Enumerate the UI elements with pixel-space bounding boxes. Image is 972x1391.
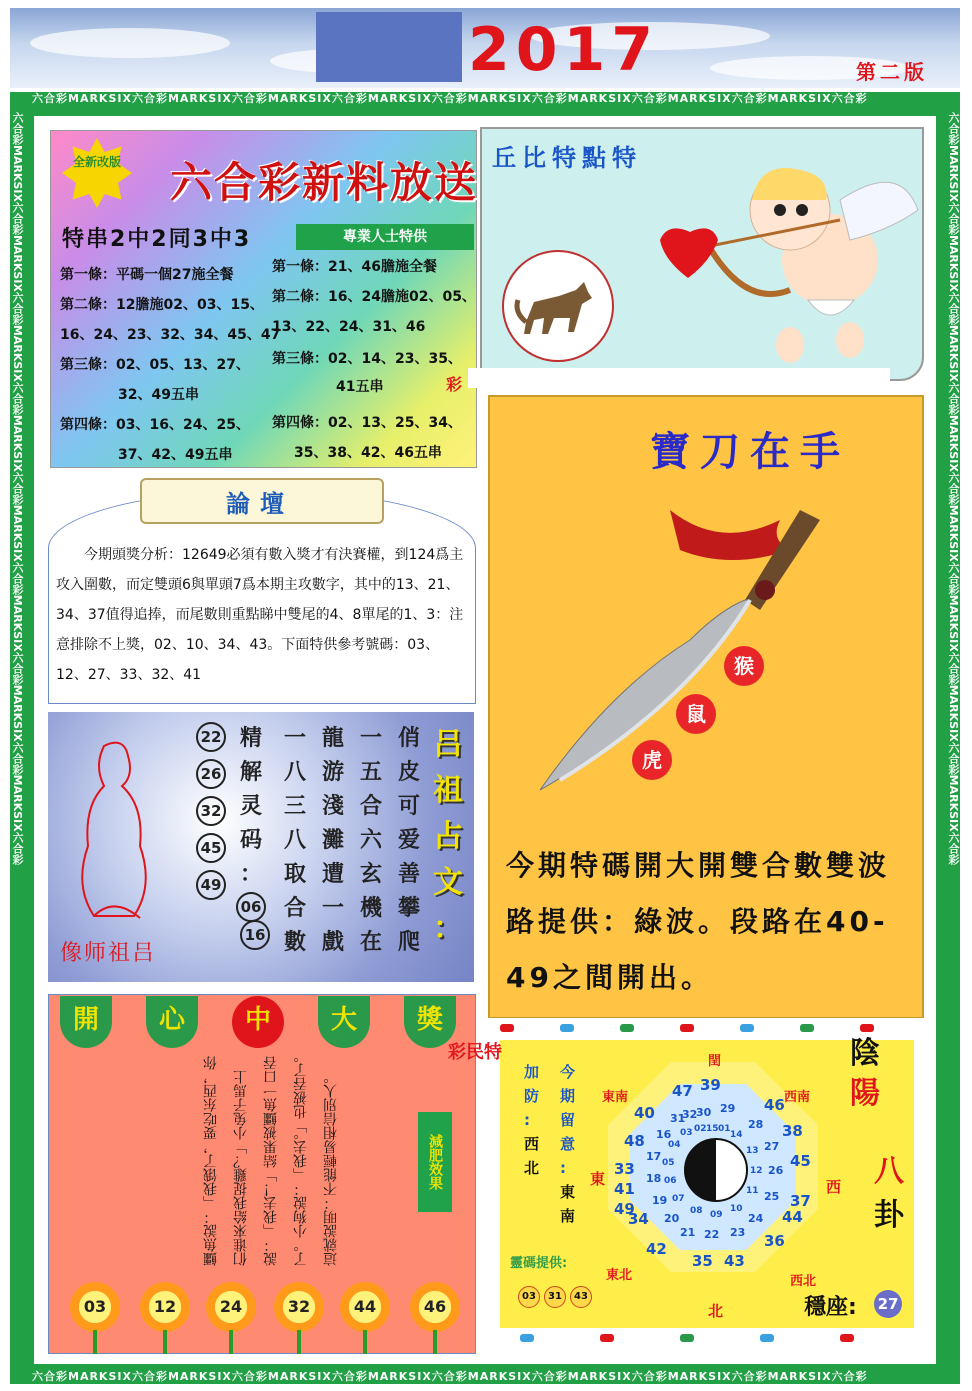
- verse-char: ：: [239, 862, 262, 887]
- dir-tr: 西南: [784, 1090, 811, 1105]
- panel1-subtitle: 特串2中2同3中3: [62, 227, 252, 252]
- verse-char: 機: [359, 896, 382, 921]
- right-row: 35、38、42、46五串: [294, 445, 442, 461]
- core-number: 04: [668, 1140, 681, 1150]
- key-decoration: [560, 1024, 574, 1032]
- left-row: 32、49五串: [118, 387, 199, 403]
- lv-zu-side-title: [428, 722, 468, 952]
- ring-number: 40: [634, 1104, 655, 1122]
- ring-number: 43: [724, 1252, 745, 1270]
- cupid-whiteout: [468, 368, 890, 388]
- left-row: 第二條：12膽施02、03、15、: [60, 297, 264, 313]
- number-ball: 16: [240, 920, 270, 950]
- master-figure-icon: [64, 736, 164, 926]
- verse-char: 爱: [397, 828, 420, 853]
- ring-number: 16: [656, 1128, 672, 1141]
- flower-number: 24: [219, 1297, 243, 1316]
- core-number: 05: [662, 1158, 675, 1168]
- ring-number: 36: [764, 1232, 785, 1250]
- key-decoration: [620, 1024, 634, 1032]
- dir-br: 西北: [790, 1274, 817, 1289]
- number-flower: [140, 1282, 190, 1332]
- border-text-right: 六合彩MARKSIX六合彩MARKSIX六合彩MARKSIX六合彩MARKSIX六合彩MARKSIX六合彩MARKSIX六合彩MARKSIX六合彩MARKSIX六合彩: [947, 112, 960, 865]
- forum-title: 論壇: [226, 490, 294, 518]
- ring-number: 48: [624, 1132, 645, 1150]
- verse-char: 解: [239, 760, 262, 785]
- ring-number: 25: [764, 1190, 780, 1203]
- story-text: 鱷魚說：「我饿了，要吃东西，你们谁來給我捉雞？」小兔子馬上說：「我去！」結果被鱷魚一口吞了。小狗說：「我去。」也被吞了。這就說明：不能輕易相信別人。: [203, 1049, 339, 1266]
- flower-number: 03: [83, 1297, 107, 1316]
- number-ball: 49: [196, 870, 226, 900]
- bagua-title: [848, 1034, 882, 1114]
- number-ball: 06: [236, 892, 266, 922]
- flower-number: 12: [153, 1297, 177, 1316]
- key-decoration: [500, 1024, 514, 1032]
- number-ball: 32: [196, 796, 226, 826]
- ring-number: 33: [614, 1160, 635, 1178]
- right-row: 第一條：21、46膽施全餐: [272, 259, 437, 275]
- verse-char: 在: [359, 930, 382, 955]
- number-flower: [340, 1282, 390, 1332]
- panel1-title: 六合彩新料放送: [170, 158, 479, 207]
- ring-number: 23: [730, 1226, 746, 1239]
- verse-char: 皮: [397, 760, 420, 785]
- verse-char: 五: [359, 760, 382, 785]
- ring-number: 19: [652, 1194, 668, 1207]
- year-title: 2017: [468, 15, 659, 85]
- flower-stem: [297, 1330, 301, 1354]
- yin-yang-icon: [684, 1138, 748, 1202]
- ring-number: 37: [790, 1192, 811, 1210]
- verse-char: 爬: [397, 930, 420, 955]
- key-decoration: [600, 1334, 614, 1342]
- verse-column: [280, 722, 310, 960]
- lingma-ball: 31: [544, 1286, 566, 1308]
- key-decoration: [760, 1334, 774, 1342]
- ring-number: 34: [628, 1210, 649, 1228]
- ring-number: 27: [764, 1140, 780, 1153]
- left-row: 第三條：02、05、13、27、: [60, 357, 250, 373]
- ring-number: 45: [790, 1152, 811, 1170]
- label-char: 今: [560, 1063, 576, 1081]
- verse-char: 合: [359, 794, 382, 819]
- ring-number: 30: [696, 1106, 712, 1119]
- flower-stem: [93, 1330, 97, 1354]
- dir-left: 東: [590, 1170, 606, 1188]
- left-row: 16、24、23、32、34、45、47: [60, 327, 281, 343]
- label-char: 北: [524, 1159, 540, 1177]
- ring-number: 35: [692, 1252, 713, 1270]
- title-char: 陽: [850, 1076, 880, 1111]
- verse-char: 一: [321, 896, 344, 921]
- banner-flag: 中: [232, 996, 284, 1048]
- right-row: 第三條：02、14、23、35、: [272, 351, 462, 367]
- ring-number: 20: [664, 1212, 680, 1225]
- dir-tl: 東南: [602, 1090, 629, 1105]
- ring-number: 42: [646, 1240, 667, 1258]
- verse-char: 戲: [321, 930, 344, 955]
- flower-stem: [433, 1330, 437, 1354]
- flower-stem: [363, 1330, 367, 1354]
- verse-char: 三: [283, 794, 306, 819]
- ring-number: 41: [614, 1180, 635, 1198]
- core-number: 03: [680, 1128, 693, 1138]
- border-text-bottom: 六合彩MARKSIX六合彩MARKSIX六合彩MARKSIX六合彩MARKSIX六合彩MARKSIX六合彩MARKSIX六合彩MARKSIX六合彩MARKSIX六合彩: [32, 1370, 868, 1383]
- label-char: 東: [560, 1183, 576, 1201]
- flower-stem: [163, 1330, 167, 1354]
- label-char: 西: [524, 1135, 540, 1153]
- core-number: 11: [746, 1186, 759, 1196]
- verse-char: 一: [359, 726, 382, 751]
- number-flower: [206, 1282, 256, 1332]
- verse-char: 取: [283, 862, 306, 887]
- ring-number: 29: [720, 1102, 736, 1115]
- ball-extra: [240, 920, 270, 957]
- verse-char: 遭: [321, 862, 344, 887]
- number-flower: [274, 1282, 324, 1332]
- label-char: 意: [560, 1135, 576, 1153]
- banner-flag: 大: [318, 996, 370, 1048]
- core-number: 02: [694, 1124, 707, 1134]
- verse-column: [356, 722, 386, 960]
- side-char: 吕: [433, 727, 463, 762]
- label-char: 加: [524, 1063, 540, 1081]
- border-text-left: 六合彩MARKSIX六合彩MARKSIX六合彩MARKSIX六合彩MARKSIX六合彩MARKSIX六合彩MARKSIX六合彩MARKSIX六合彩MARKSIX六合彩: [11, 112, 24, 865]
- verse-char: 八: [283, 828, 306, 853]
- verse-char: 龍: [321, 726, 344, 751]
- flower-stem: [229, 1330, 233, 1354]
- banner-flag: 心: [146, 996, 198, 1048]
- ring-number: 38: [782, 1122, 803, 1140]
- verse-char: 游: [321, 760, 344, 785]
- edition-label: 第二版: [856, 60, 928, 84]
- lingma-label: 靈碼提供:: [510, 1256, 568, 1271]
- verse-char: 玄: [359, 862, 382, 887]
- core-number: 07: [672, 1194, 685, 1204]
- ring-number: 18: [646, 1172, 662, 1185]
- right-row: 13、22、24、31、46: [272, 319, 426, 335]
- cupid-title: 丘比特點特: [492, 144, 642, 172]
- label-char: 期: [560, 1087, 576, 1105]
- left-row: 第一條：平碼一個27施全餐: [60, 267, 234, 283]
- number-ball: 22: [196, 722, 226, 752]
- verse-char: 六: [359, 828, 382, 853]
- verse-char: 俏: [397, 726, 420, 751]
- stable-label: 穩座:: [804, 1295, 857, 1320]
- bagua-title-2: [872, 1150, 906, 1238]
- verse-char: 码: [239, 828, 262, 853]
- core-number: 06: [664, 1176, 677, 1186]
- ring-number: 31: [670, 1112, 686, 1125]
- story-tag: 減肥效果: [418, 1112, 452, 1212]
- key-decoration: [680, 1024, 694, 1032]
- key-decoration: [740, 1024, 754, 1032]
- verse-column: [394, 722, 424, 960]
- core-number: 14: [730, 1130, 743, 1140]
- lingma-ball: 43: [570, 1286, 592, 1308]
- watch-label: [560, 1060, 576, 1228]
- cupid-icon: [640, 140, 930, 370]
- ring-number: 21: [680, 1226, 696, 1239]
- key-decoration: [800, 1024, 814, 1032]
- verse-char: 一: [283, 726, 306, 751]
- zodiac-badge: 虎: [632, 740, 672, 780]
- ring-number: 32: [682, 1108, 698, 1121]
- number-ball: 26: [196, 759, 226, 789]
- dir-top: 閏: [708, 1054, 722, 1069]
- core-number: 15: [706, 1124, 719, 1134]
- ring-number: 28: [748, 1118, 764, 1131]
- header-blue-box: [316, 12, 462, 82]
- key-decoration: [860, 1024, 874, 1032]
- verse-char: 灵: [239, 794, 262, 819]
- right-row: 41五串: [336, 379, 384, 395]
- banner-flag: 獎: [404, 996, 456, 1048]
- stable-number: 27: [874, 1290, 902, 1318]
- side-char: 占: [433, 819, 463, 854]
- forum-text: 今期頭獎分析：12649必須有數入獎才有決賽權，到124爲主攻入圍數，而定雙頭6與單頭7爲本期主攻數字，其中的13、21、34、37值得追捧，而尾數則重點睇中雙尾的4、8單尾的1、3：注意排除不上獎，02、10、34、43。下面特供參考號碼：03、12、27、33、32、41: [56, 547, 464, 683]
- verse-char: 淺: [321, 794, 344, 819]
- ring-number: 17: [646, 1150, 662, 1163]
- starburst-text: 全新改版: [72, 155, 121, 169]
- label-char: :: [560, 1159, 566, 1177]
- ring-number: 47: [672, 1082, 693, 1100]
- key-decoration: [680, 1334, 694, 1342]
- ring-number: 24: [748, 1212, 764, 1225]
- side-char: 祖: [433, 773, 463, 808]
- right-row: 第二條：16、24膽施02、05、: [272, 289, 476, 305]
- panel1-badge: 專業人士特供: [296, 224, 474, 250]
- banner-flag: 開: [60, 996, 112, 1048]
- mark-caimin: 彩民特: [448, 1042, 502, 1063]
- knife-text: 今期特碼開大開雙合數雙波路提供：綠波。段路在40-49之間開出。: [506, 849, 891, 994]
- flower-number: 44: [353, 1297, 377, 1316]
- verse-char: 數: [283, 930, 306, 955]
- verse-char: 合: [283, 896, 306, 921]
- side-char: 文: [433, 865, 463, 900]
- ball-column: [196, 722, 226, 907]
- key-decoration: [840, 1334, 854, 1342]
- master-caption: 像师祖吕: [60, 941, 157, 966]
- dir-bl: 東北: [606, 1268, 633, 1283]
- mark-cai: 彩: [446, 375, 463, 394]
- verse-char: 可: [397, 794, 420, 819]
- label-char: 南: [560, 1207, 576, 1225]
- right-row: 第四條：02、13、25、34、: [272, 415, 462, 431]
- border-text-top: 六合彩MARKSIX六合彩MARKSIX六合彩MARKSIX六合彩MARKSIX六合彩MARKSIX六合彩MARKSIX六合彩MARKSIX六合彩MARKSIX六合彩: [32, 92, 868, 105]
- core-number: 13: [746, 1146, 759, 1156]
- dir-right: 西: [826, 1178, 842, 1196]
- title-char: 卦: [874, 1198, 904, 1233]
- lingma-ball: 03: [518, 1286, 540, 1308]
- wolf-icon: [504, 252, 612, 360]
- verse-char: 善: [397, 862, 420, 887]
- side-char: ：: [433, 911, 463, 946]
- left-row: 37、42、49五串: [118, 447, 233, 463]
- ring-number: 44: [782, 1208, 803, 1226]
- ring-number: 46: [764, 1096, 785, 1114]
- verse-char: 八: [283, 760, 306, 785]
- core-number: 10: [730, 1204, 743, 1214]
- number-flower: [410, 1282, 460, 1332]
- verse-char: 精: [239, 726, 262, 751]
- dir-bottom: 北: [708, 1302, 724, 1320]
- label-char: 防: [524, 1087, 540, 1105]
- verse-column: [318, 722, 348, 960]
- number-flower: [70, 1282, 120, 1332]
- core-number: 08: [690, 1206, 703, 1216]
- core-number: 09: [710, 1210, 723, 1220]
- zodiac-badge: 猴: [724, 646, 764, 686]
- verse-char: 灘: [321, 828, 344, 853]
- title-char: 八: [874, 1154, 904, 1189]
- wolf-image: [502, 250, 614, 362]
- sword-icon: [520, 490, 840, 810]
- flower-number: 32: [287, 1297, 311, 1316]
- add-label: [524, 1060, 540, 1180]
- zodiac-badge: 鼠: [676, 694, 716, 734]
- key-decoration: [520, 1334, 534, 1342]
- ring-number: 26: [768, 1164, 784, 1177]
- knife-title: 寶刀在手: [650, 429, 850, 475]
- left-row: 第四條：03、16、24、25、: [60, 417, 250, 433]
- verse-column: [236, 722, 266, 929]
- flower-number: 46: [423, 1297, 447, 1316]
- verse-char: 攀: [397, 896, 420, 921]
- core-number: 12: [750, 1166, 763, 1176]
- core-number: 01: [718, 1124, 731, 1134]
- ring-number: 22: [704, 1228, 720, 1241]
- ring-number: 49: [614, 1200, 635, 1218]
- label-char: :: [524, 1111, 530, 1129]
- title-char: 陰: [850, 1036, 880, 1071]
- ring-number: 39: [700, 1076, 721, 1094]
- number-ball: 45: [196, 833, 226, 863]
- label-char: 留: [560, 1111, 576, 1129]
